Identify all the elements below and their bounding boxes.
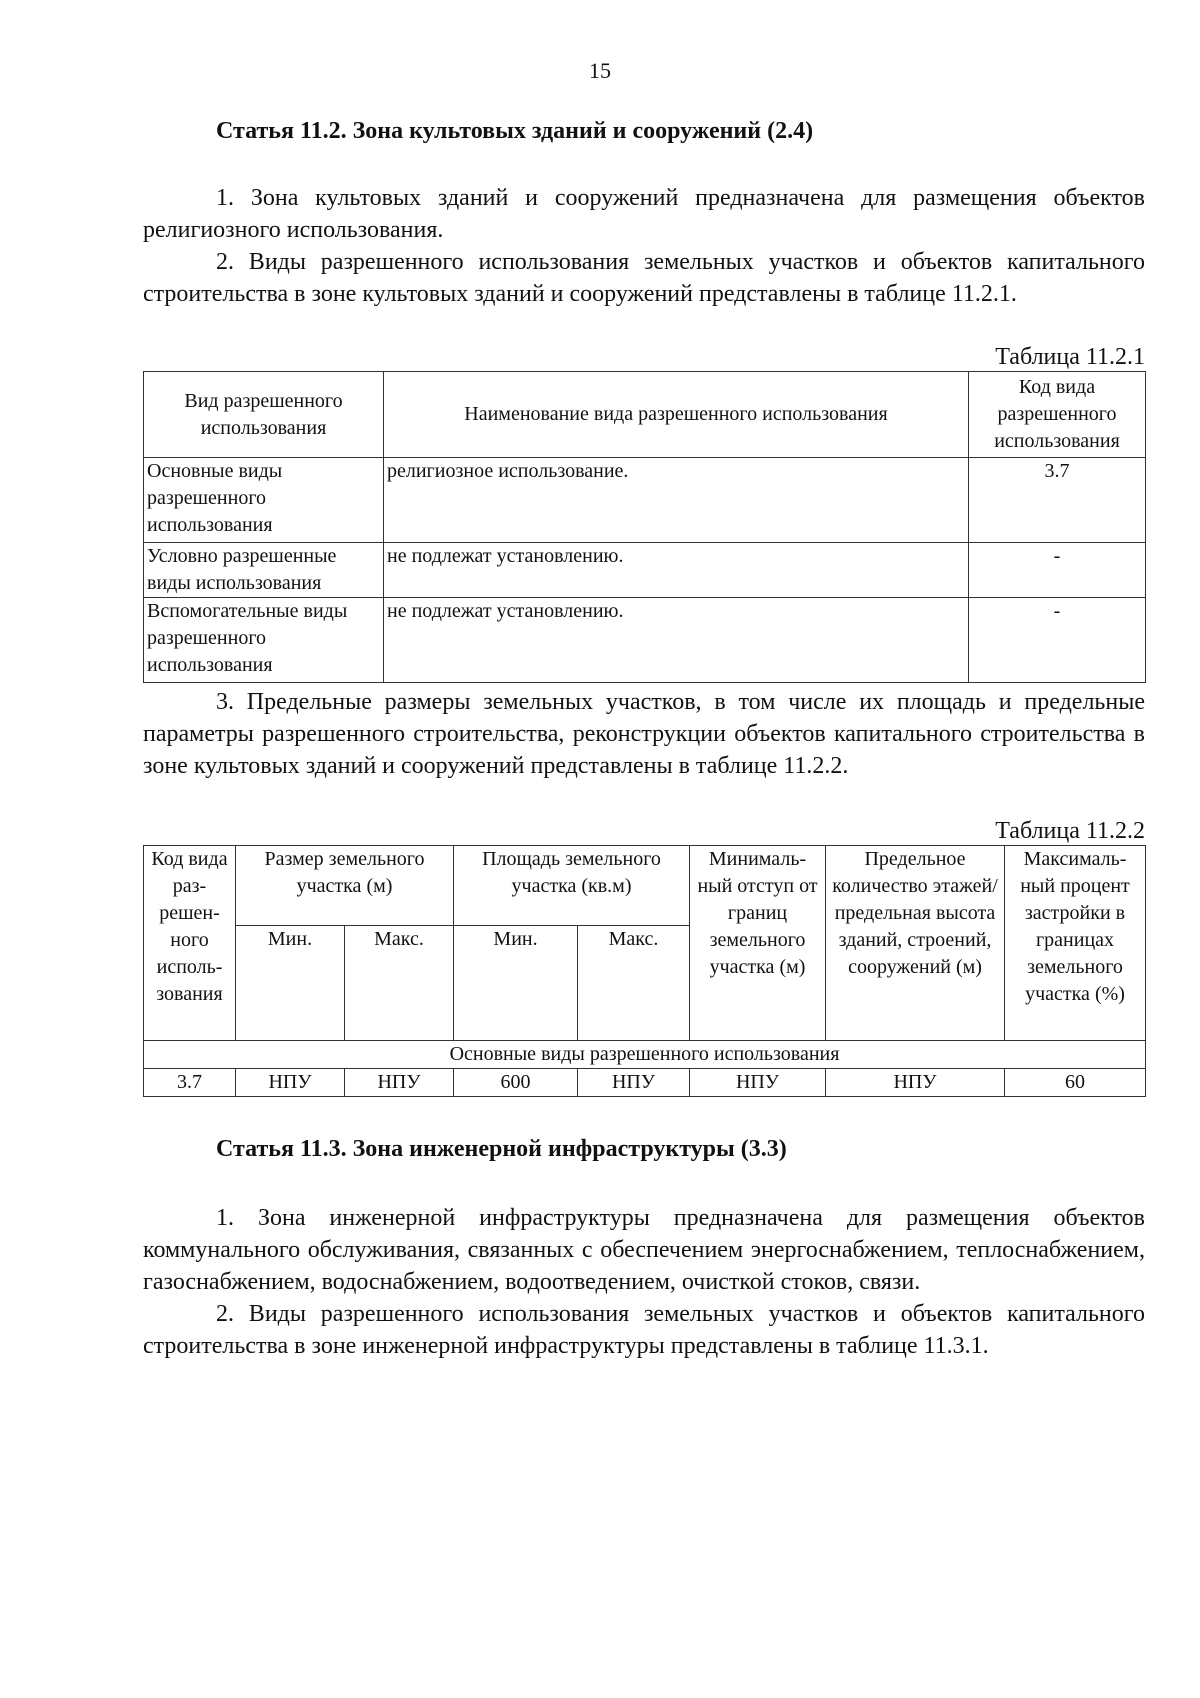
article-heading: Статья 11.2. Зона культовых зданий и сооружений (2.4) — [216, 118, 814, 144]
header-cell: Макс. — [345, 926, 454, 1041]
header-cell: Макс. — [578, 926, 690, 1041]
table-cell: НПУ — [578, 1069, 690, 1097]
table-row — [144, 598, 1146, 683]
table-cell: не подлежат установлению. — [384, 598, 969, 683]
table-row — [144, 458, 1146, 543]
header-cell: Наименование вида разрешенного использования — [384, 372, 969, 458]
paragraph: 1. Зона инженерной инфраструктуры предназначена для размещения объектов коммунального обслуживания, связанных с обеспечением энергоснабжением, теплоснабжением, газоснабжением, водоснабжением, водоотведением, очисткой стоков, связи. — [143, 1205, 1145, 1295]
table-cell: 3.7 — [144, 1069, 236, 1097]
article-11-3-heading-block — [143, 1136, 1145, 1163]
table-header-row — [144, 846, 1146, 926]
table-11-2-2-block — [143, 818, 1145, 1097]
article-11-2-heading-block — [143, 118, 1145, 145]
header-cell: Площадь земельного участка (кв.м) — [454, 846, 690, 926]
table-cell: Вспомогательные виды разрешенного использования — [144, 598, 384, 683]
table-cell: не подлежат установлению. — [384, 543, 969, 598]
paragraph: 2. Виды разрешенного использования земельных участков и объектов капитального строительства в зоне инженерной инфраструктуры представлены в таблице 11.3.1. — [143, 1301, 1145, 1359]
header-cell: Предельное количество этажей/ предельная высота зданий, строений, сооружений (м) — [826, 846, 1005, 1041]
table-caption: Таблица 11.2.2 — [995, 818, 1145, 844]
table-cell: религиозное использование. — [384, 458, 969, 543]
header-cell: Минималь-ный отступ от границ земельного участка (м) — [690, 846, 826, 1041]
table-cell: Основные виды разрешенного использования — [144, 458, 384, 543]
article-11-3-text — [143, 1202, 1145, 1362]
table-11-2-2 — [143, 845, 1146, 1097]
table-cell: 3.7 — [969, 458, 1146, 543]
table-cell: НПУ — [690, 1069, 826, 1097]
article-heading: Статья 11.3. Зона инженерной инфраструктуры (3.3) — [216, 1136, 787, 1162]
article-11-2-text-2 — [143, 686, 1145, 782]
article-11-2-text-1 — [143, 182, 1145, 310]
table-header-row — [144, 372, 1146, 458]
table-row — [144, 543, 1146, 598]
table-11-2-1-block — [143, 344, 1145, 683]
table-cell: - — [969, 543, 1146, 598]
table-cell: - — [969, 598, 1146, 683]
header-cell: Код вида разрешенного использования — [969, 372, 1146, 458]
paragraph: 3. Предельные размеры земельных участков, в том числе их площадь и предельные параметры разрешенного строительства, реконструкции объектов капитального строительства в зоне культовых зданий и сооружений представлены в таблице 11.2.2. — [143, 689, 1145, 779]
table-cell: НПУ — [236, 1069, 345, 1097]
section-cell: Основные виды разрешенного использования — [144, 1041, 1146, 1069]
table-cell: 600 — [454, 1069, 578, 1097]
table-11-2-1 — [143, 371, 1146, 683]
table-caption: Таблица 11.2.1 — [995, 344, 1145, 370]
table-cell: НПУ — [826, 1069, 1005, 1097]
header-cell: Максималь-ный процент застройки в границах земельного участка (%) — [1005, 846, 1146, 1041]
page-number: 15 — [589, 58, 611, 83]
header-cell: Размер земельного участка (м) — [236, 846, 454, 926]
table-section-row — [144, 1041, 1146, 1069]
paragraph: 1. Зона культовых зданий и сооружений предназначена для размещения объектов религиозного использования. — [143, 185, 1145, 243]
header-cell: Вид разрешенного использования — [144, 372, 384, 458]
paragraph: 2. Виды разрешенного использования земельных участков и объектов капитального строительства в зоне культовых зданий и сооружений представлены в таблице 11.2.1. — [143, 249, 1145, 307]
table-cell: НПУ — [345, 1069, 454, 1097]
table-cell: 60 — [1005, 1069, 1146, 1097]
header-cell: Мин. — [236, 926, 345, 1041]
table-cell: Условно разрешенные виды использования — [144, 543, 384, 598]
header-cell: Код вида раз-решен-ного исполь-зования — [144, 846, 236, 1041]
table-row — [144, 1069, 1146, 1097]
header-cell: Мин. — [454, 926, 578, 1041]
